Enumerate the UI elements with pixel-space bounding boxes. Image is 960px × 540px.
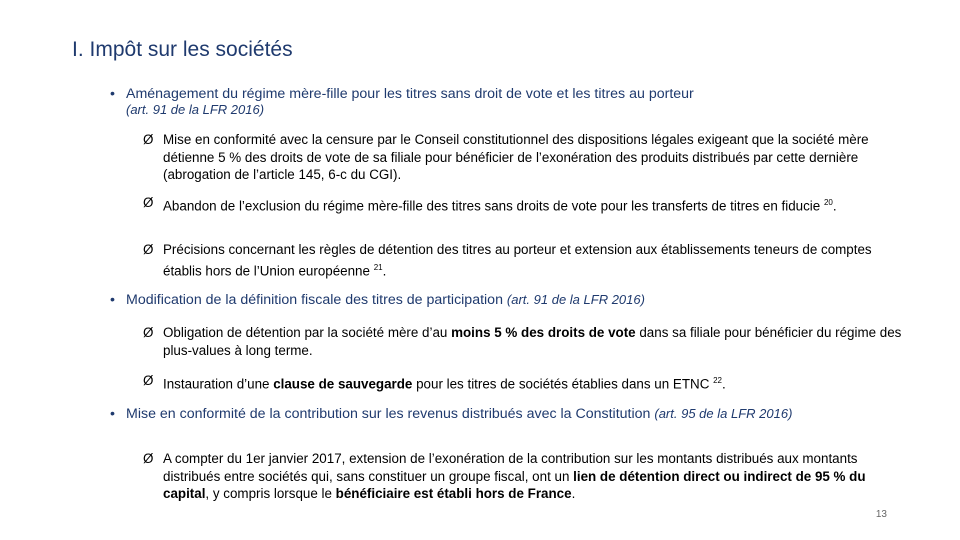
bullet-icon: • bbox=[110, 292, 115, 308]
arrow-icon: Ø bbox=[143, 132, 154, 147]
section3-ref: (art. 95 de la LFR 2016) bbox=[654, 406, 793, 421]
section1-item1-text: Mise en conformité avec la censure par le Conseil constitutionnel des dispositions légales exigeant que la société mère détienne 5 % des droits de vote de sa filiale pour bénéficier de l’exonération des produits distribués par cette dernière (abrogation de l’article 145, 6-c du CGI). bbox=[163, 132, 869, 182]
footnote-ref: 21 bbox=[373, 262, 383, 272]
section3-heading: Mise en conformité de la contribution sur les revenus distribués avec la Constitution bbox=[126, 406, 651, 422]
section2-ref: (art. 91 de la LFR 2016) bbox=[506, 292, 645, 307]
arrow-icon: Ø bbox=[143, 195, 154, 210]
page-title: I. Impôt sur les sociétés bbox=[72, 38, 293, 61]
section1-heading: Aménagement du régime mère-fille pour les titres sans droit de vote et les titres au porteur bbox=[126, 86, 694, 102]
bullet-icon: • bbox=[110, 406, 115, 422]
arrow-icon: Ø bbox=[143, 242, 154, 257]
bullet-icon: • bbox=[110, 86, 115, 102]
section1-item2 bbox=[145, 194, 905, 215]
section3-item1 bbox=[145, 450, 905, 503]
arrow-icon: Ø bbox=[143, 373, 154, 388]
page-number: 13 bbox=[875, 509, 887, 520]
arrow-icon: Ø bbox=[143, 451, 154, 466]
section1-item1 bbox=[145, 131, 905, 184]
section2-heading-line bbox=[110, 292, 870, 308]
section1-item2-text: Abandon de l’exclusion du régime mère-fille des titres sans droits de vote pour les transferts de titres en fiducie $^{20}$. bbox=[163, 198, 837, 214]
section1-ref-line bbox=[126, 102, 264, 118]
section2-item1-text: Obligation de détention par la société mère d’au moins 5 % des droits de vote dans sa filiale pour bénéficier du régime des plus-values à long terme. bbox=[163, 325, 902, 358]
section2-item2-text: Instauration d’une clause de sauvegarde pour les titres de sociétés établies dans un ETNC $^{22}$. bbox=[163, 376, 726, 392]
section1-item3 bbox=[145, 241, 905, 279]
section2-heading: Modification de la définition fiscale des titres de participation bbox=[126, 292, 503, 308]
section3-item1-text: A compter du 1er janvier 2017, extension de l’exonération de la contribution sur les montants distribués aux montants distribués entre sociétés qui, sans constituer un groupe fiscal, ont un lien de détention direct ou indirect de 95 % du capital, y compris lorsque le bénéficiaire est établi hors de France. bbox=[163, 451, 866, 501]
footnote-ref: 22 bbox=[713, 376, 723, 385]
section2-item1 bbox=[145, 324, 905, 359]
section1-heading-line bbox=[110, 86, 870, 102]
section1-ref: (art. 91 de la LFR 2016) bbox=[126, 102, 265, 117]
section1-item3-text: Précisions concernant les règles de détention des titres au porteur et extension aux établissements teneurs de comptes établis hors de l’Union européenne $^{21}$. bbox=[163, 242, 872, 278]
section3-heading-line bbox=[110, 405, 890, 423]
section2-item2 bbox=[145, 372, 905, 393]
footnote-ref: 20 bbox=[823, 198, 833, 207]
arrow-icon: Ø bbox=[143, 325, 154, 340]
